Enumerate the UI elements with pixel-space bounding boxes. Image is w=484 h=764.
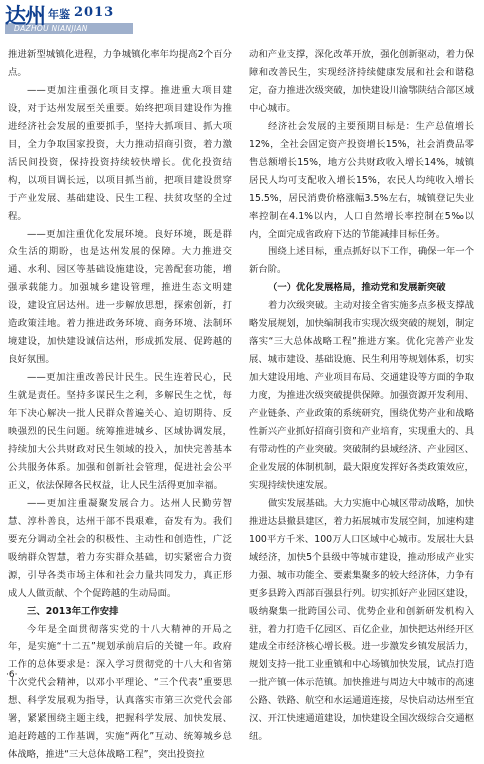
paragraph: 经济社会发展的主要预期目标是：生产总值增长12%，全社会固定资产投资增长15%，社会消费品零售总额增长15%，地方公共财政收入增长14%，城镇居民人均可支配收入增长15%，农民人均纯收入增长15.5%，居民消费价格涨幅3.5%左右，城镇登记失业率控制在4.1%以内，人口自然增长率控制在5‰以内，全面完成省政府下达的节能减排目标任务。 (249, 118, 474, 244)
subsection-heading: （一）优化发展格局，推动党和发展新突破 (249, 279, 474, 297)
paragraph: 今年是全面贯彻落实党的十八大精神的开局之年，是实施“十二五”规划承前启后的关键一年。政府工作的总体要求是：深入学习贯彻党的十八大和省第十次党代会精神，以邓小平理论、“三个代表”重要思想、科学发展观为指导，认真落实市第三次党代会部署，紧紧围绕主题主线，把握科学发展、加快发展、追赶跨越的工作基调，实施“两化”互动、统筹城乡总体战略，推进“三大总体战略工程”，突出投资拉 (8, 621, 232, 764)
page-header (0, 0, 484, 40)
paragraph: 做实发展基础。大力实施中心城区带动战略，加快推进达县撤县建区，着力拓展城市发展空间，加速构建100平方千米、100万人口区域中心城市。发展壮大县域经济，加快5个县级中等城市建设，推动形成产业实力强、城市功能全、要素集聚多的较大经济体，力争有更多县跨入西部百强县行列。切实抓好产业园区建设，吸纳聚集一批跨国公司、优势企业和创新研发机构入驻，着力打造千亿园区、百亿企业，加快把达州经开区建成全市经济核心增长极。进一步激发乡镇发展活力，规划支持一批工业重镇和中心场镇加快发展，试点打造一批产镇一体示范镇。加快推进与周边大中城市的高速公路、铁路、航空和水运通道连接，尽快启动达州至宜汉、开江快速通道建设，加快建设全国次级综合交通枢纽。 (249, 495, 474, 746)
paragraph: ——更加注重改善民计民生。民生连着民心，民生就是责任。坚持多谋民生之利，多解民生之忧，每年下决心解决一批人民群众普遍关心、迫切期待、反映强烈的民生问题。统筹推进城乡、区域协调发展，持续加大公共财政对民生领域的投入，加快完善基本公共服务体系。加强和创新社会管理，促进社会公平正义，依法保障各民权益，让人民生活得更加幸福。 (8, 369, 232, 495)
left-column (8, 46, 232, 764)
yearbook-word: 年鉴 (48, 6, 70, 22)
page-number: ·6· (6, 670, 17, 680)
paragraph: 着力次级突破。主动对接全省实施多点多极支撑战略发展规划，加快编制我市实现次级突破的规划，制定落实“三大总体战略工程”推进方案。优化完善产业发展、城市建设、基础设施、民生利用等规划体系，切实加大建设用地、产业项目布局、交通建设等方面的争取力度，为推进次级突破提供保障。加强资源开发利用、产业链条、产业政策的系统研究，围绕优势产业和战略性新兴产业抓好招商引资和产业培育，实现重大的、具有带动性的产业突破。突破制约县域经济、产业园区、企业发展的体制机制，最大限度发挥好各类政策效应，实现持续快速发展。 (249, 297, 474, 494)
paragraph: ——更加注重优化发展环境。良好环境，既是群众生活的期盼，也是达州发展的保障。大力推进交通、水利、园区等基础设施建设，完善配套功能，增强承载能力。加强城乡建设管理，推进生态文明建设，建设宜居达州。进一步解放思想，探索创新，打造政策洼地。着力推进政务环境、商务环境、法制环境建设，加快建设诚信达州，形成抓发展、促跨越的良好氛围。 (8, 226, 232, 370)
paragraph: ——更加注重凝聚发展合力。达州人民勤劳智慧、淳朴善良，达州干部不畏艰难，奋发有为。我们要充分调动全社会的积极性、主动性和创造性，广泛吸纳群众智慧，着力夯实群众基础，切实紧密合力资源，引导各类市场主体和社会力量共同发力，真正形成人人做贡献、个个促跨越的生动局面。 (8, 495, 232, 603)
section-heading: 三、2013年工作安排 (8, 603, 232, 621)
paragraph: 围绕上述目标，重点抓好以下工作，确保一年一个新台阶。 (249, 243, 474, 279)
yearbook-logo: 达州 (5, 0, 45, 30)
right-column (249, 46, 474, 746)
paragraph: 推进新型城镇化进程，力争城镇化率年均提高2个百分点。 (8, 46, 232, 82)
paragraph: 动和产业支撑，深化改革开放，强化创新驱动，着力保障和改善民生，实现经济持续健康发展和社会和谐稳定，奋力推进次级突破，加快建设川渝鄂陕结合部区域中心城市。 (249, 46, 474, 118)
yearbook-english-title: DAZHOU NIANJIAN (14, 23, 88, 34)
yearbook-year: 2013 (74, 5, 114, 20)
paragraph: ——更加注重强化项目支撑。推进重大项目建设，对于达州发展至关重要。始终把项目建设作为推进经济社会发展的重要抓手，坚持大抓项目、抓大项目，全力争取国家投资，大力推动招商引资，着力激活民间投资，保持投资持续较快增长。优化投资结构，以项目调长远，以项目抓当前，把项目建设贯穿于产业发展、基础建设、民生工程、扶贫攻坚的全过程。 (8, 82, 232, 226)
